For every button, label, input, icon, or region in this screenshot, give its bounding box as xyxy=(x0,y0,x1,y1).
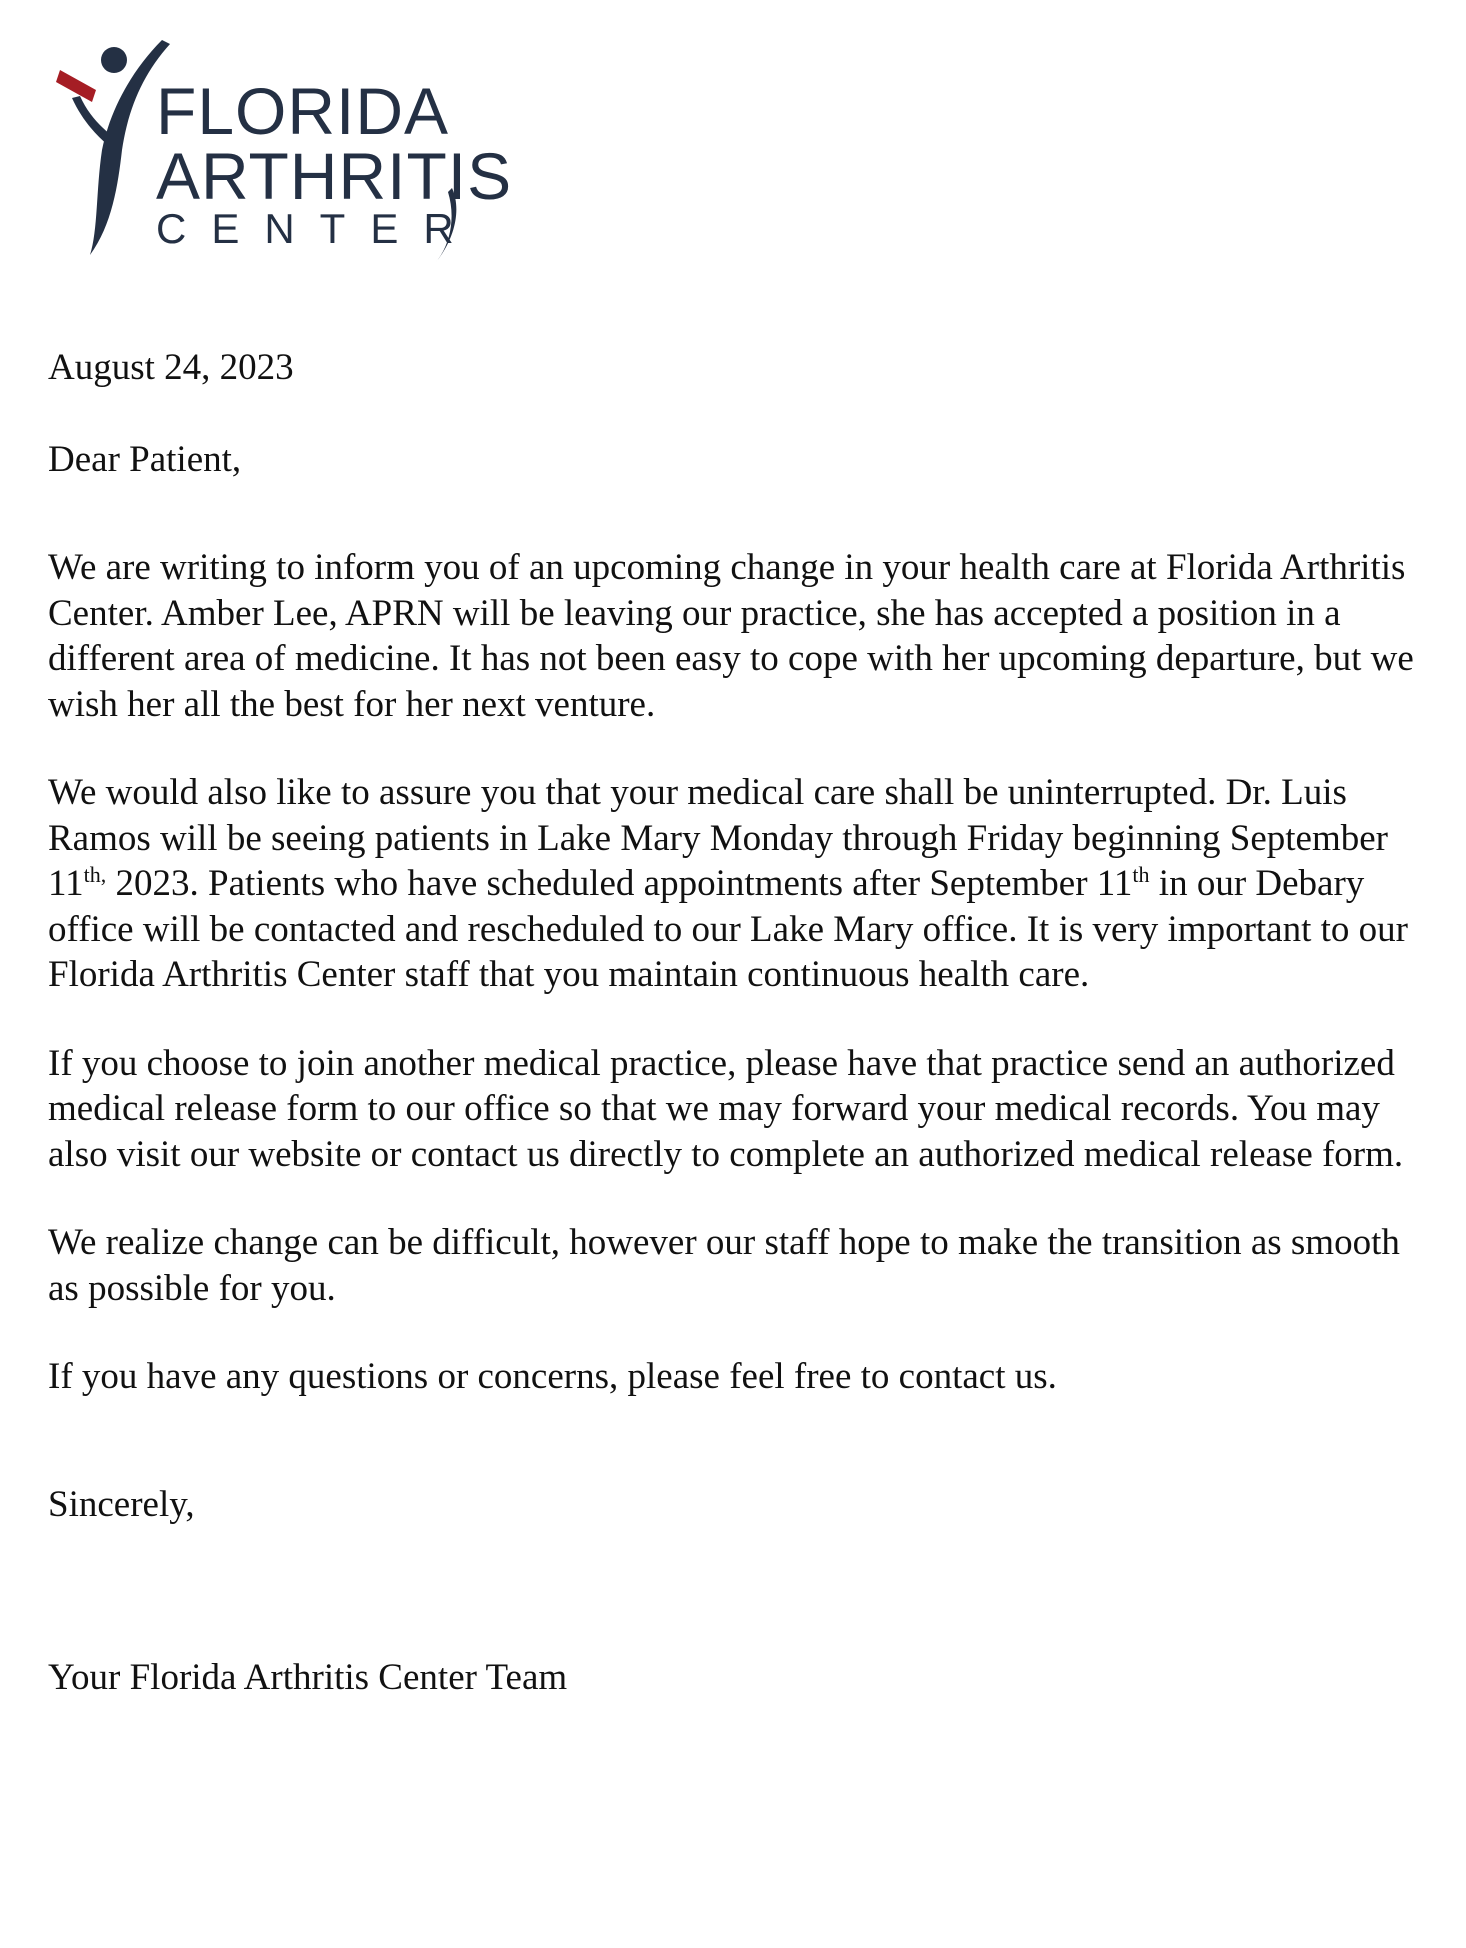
letter-body xyxy=(48,345,1438,1701)
paragraph-continuity-part3: in our Debary office will be contacted and rescheduled to our Lake Mary office. It is very important to our Florida Arthritis Center staff that you maintain continuous health care. xyxy=(48,863,1408,995)
logo-text-center: CENTER xyxy=(156,205,479,252)
letter-date: August 24, 2023 xyxy=(48,347,294,388)
paragraph-continuity-part2: 2023. Patients who have scheduled appointments after September 11 xyxy=(106,863,1133,904)
paragraph-continuity-part1: We would also like to assure you that your medical care shall be uninterrupted. Dr. Luis Ramos will be seeing patients in Lake Mary Monday through Friday beginning September 11 xyxy=(48,772,1388,904)
paragraph-contact: If you have any questions or concerns, please feel free to contact us. xyxy=(48,1356,1057,1397)
paragraph-transition: We realize change can be difficult, however our staff hope to make the transition as smooth as possible for you. xyxy=(48,1222,1400,1309)
ordinal-suffix: th xyxy=(1132,862,1150,887)
logo-text-florida: FLORIDA xyxy=(156,74,450,148)
logo-text-arthritis: ARTHRITIS xyxy=(156,139,513,213)
letter-greeting: Dear Patient, xyxy=(48,438,242,480)
letter-closing: Sincerely, xyxy=(48,1483,195,1525)
paragraph-departure: We are writing to inform you of an upcoming change in your health care at Florida Arthritis Center. Amber Lee, APRN will be leaving our practice, she has accepted a position in a different area of medicine. It has not been easy to cope with her upcoming departure, but we wish her all the best for her next venture. xyxy=(48,547,1414,725)
ordinal-suffix: th, xyxy=(83,862,107,887)
letter-signature: Your Florida Arthritis Center Team xyxy=(48,1657,568,1698)
paragraph-continuity xyxy=(48,770,1438,998)
florida-arthritis-center-logo xyxy=(52,40,513,270)
paragraph-records-release: If you choose to join another medical practice, please have that practice send an authorized medical release form to our office so that we may forward your medical records. You may also visit our website or contact us directly to complete an authorized medical release form. xyxy=(48,1042,1404,1175)
